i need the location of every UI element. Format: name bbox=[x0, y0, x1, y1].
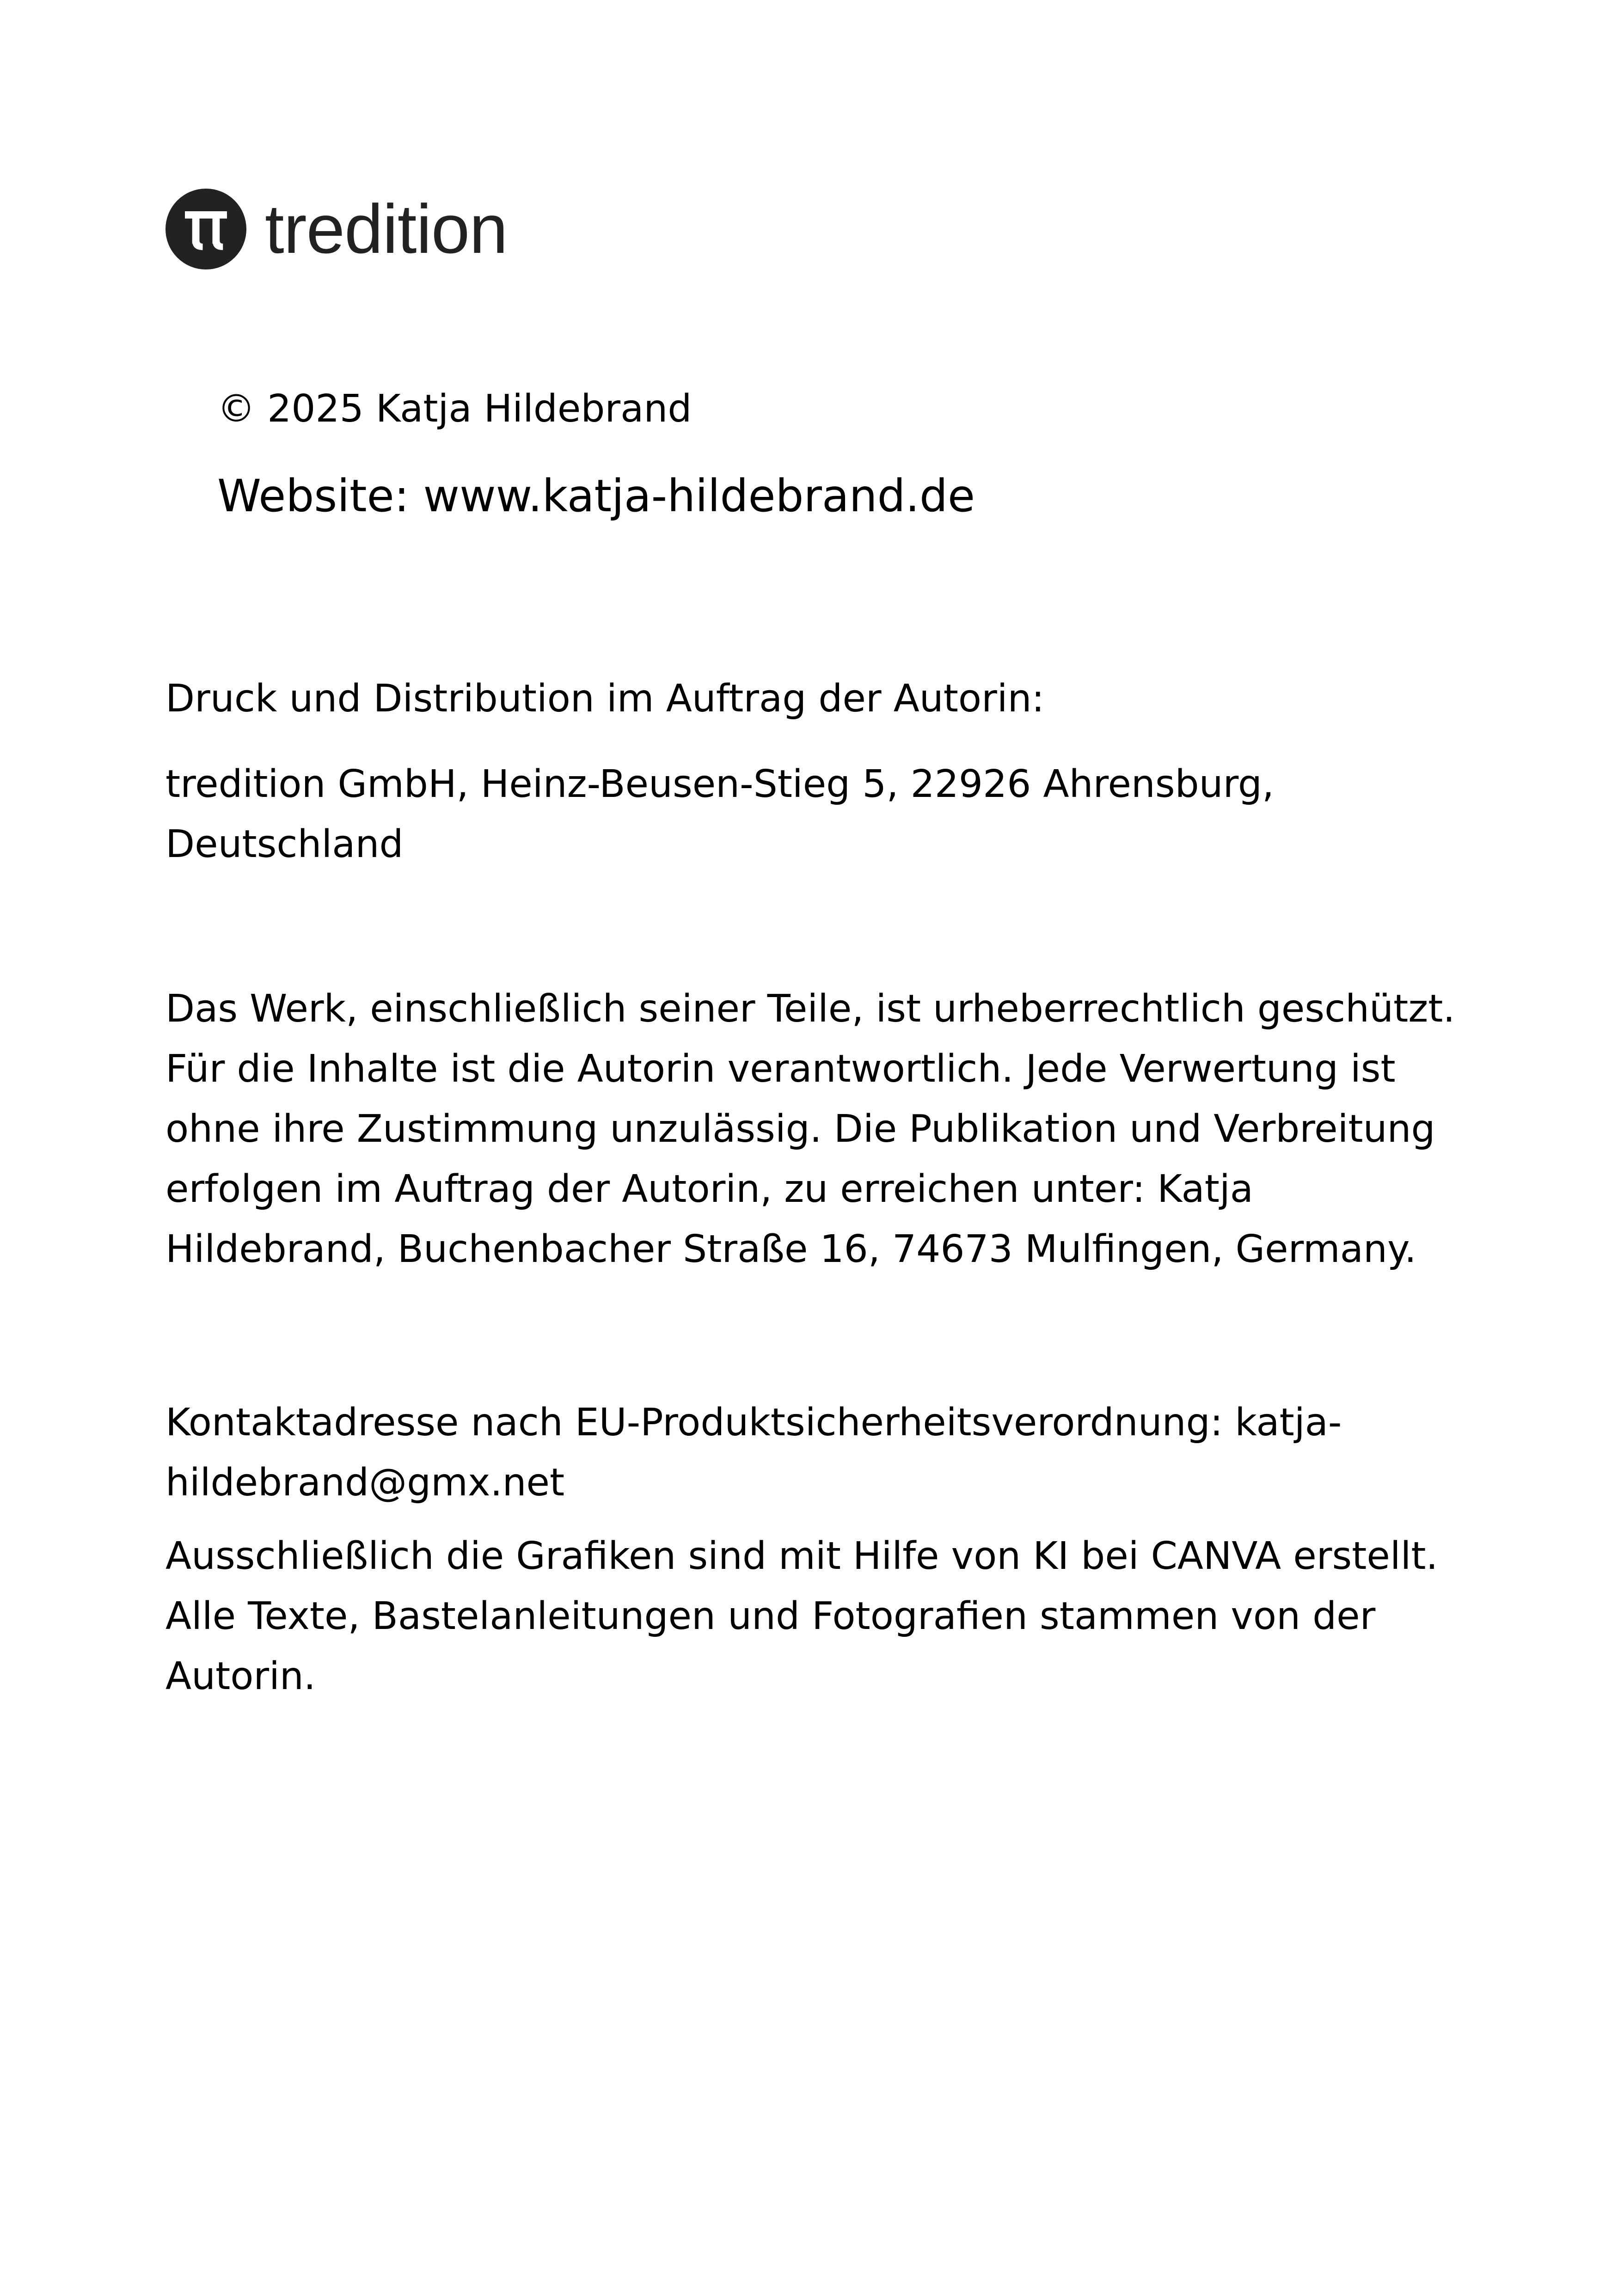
tredition-logo-icon bbox=[165, 189, 246, 269]
eu-contact-address: Kontaktadresse nach EU-Produktsicherheitsverordnung: katja-hildebrand@gmx.net bbox=[165, 1401, 1342, 1505]
author-website: Website: www.katja-hildebrand.de bbox=[217, 470, 975, 522]
publisher-address: tredition GmbH, Heinz-Beusen-Stieg 5, 22926 Ahrensburg, Deutschland bbox=[165, 762, 1275, 866]
copyright-notice: Das Werk, einschließlich seiner Teile, ist urheberrechtlich geschützt. Für die Inhalte ist die Autorin verantwortlich. Jede Verwertung ist ohne ihre Zustimmung unzulässig. Die Publikation und Verbreitung erfolgen im Auftrag der Autorin, zu erreichen unter: Katja Hildebrand, Buchenbacher Straße 16, 74673 Mulfingen, Germany. bbox=[165, 987, 1455, 1271]
publisher-logo-wordmark: tredition bbox=[265, 190, 508, 268]
copyright-line: © 2025 Katja Hildebrand bbox=[217, 387, 692, 431]
print-distribution-heading: Druck und Distribution im Auftrag der Autorin: bbox=[165, 677, 1045, 721]
publisher-logo bbox=[165, 187, 508, 270]
ai-graphics-note: Ausschließlich die Grafiken sind mit Hilfe von KI bei CANVA erstellt. Alle Texte, Bastelanleitungen und Fotografien stammen von der Autorin. bbox=[165, 1534, 1438, 1698]
